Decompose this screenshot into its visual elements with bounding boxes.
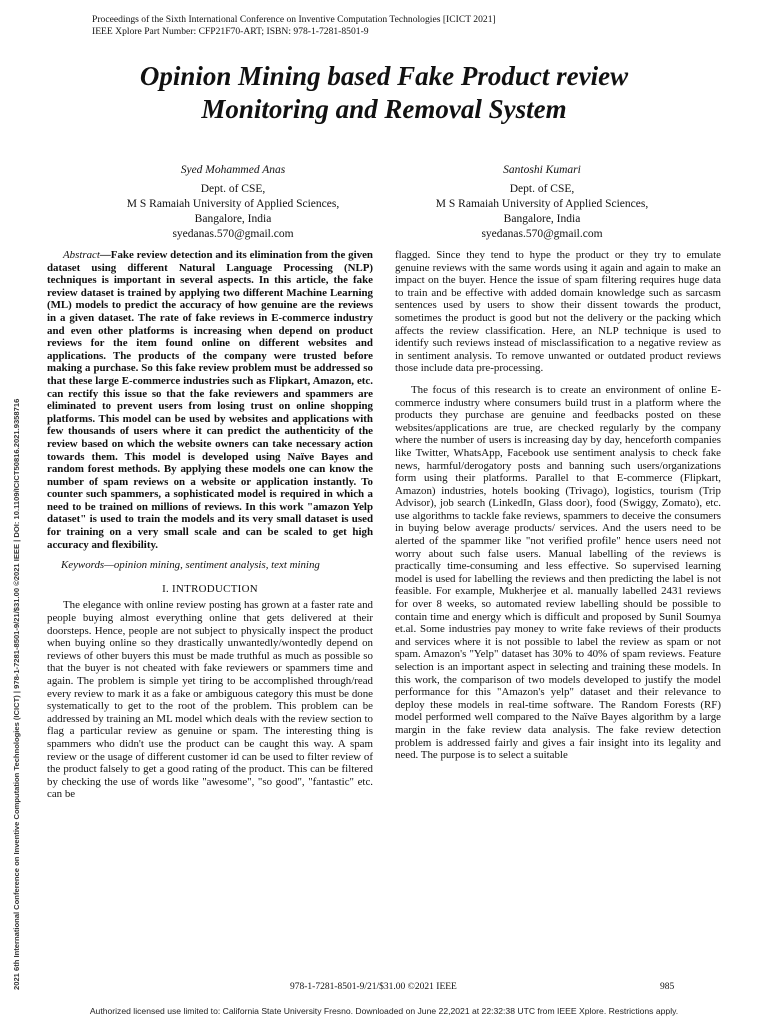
abstract-label: Abstract [63, 249, 100, 261]
header-line-2: IEEE Xplore Part Number: CFP21F70-ART; ISBN: 978-1-7281-8501-9 [92, 26, 369, 37]
page-number: 985 [660, 982, 675, 992]
keywords: Keywords—opinion mining, sentiment analysis, text mining [61, 559, 320, 572]
conference-header [92, 14, 496, 38]
title-line-1: Opinion Mining based Fake Product review [139, 61, 629, 91]
intro-paragraph-continued: flagged. Since they tend to hype the product or they try to emulate genuine reviews with the same words using it again and again to make an impact on the buyer. Hence the issue of spam filtering requires huge data to train and be effective with added domain knowledge such as sarcasm sentences used by users to show their dissent towards the product, sometimes the product is good but not the delivery or the packing which affects the review classification. Here, an NLP technique is used to identify such reviews instead of misclassification to a negative review as in sentiment analysis. To remove unwanted or outdated product reviews those include data pre-processing. [395, 249, 721, 375]
author-name: Santoshi Kumari [503, 164, 581, 176]
section-heading-introduction: I. INTRODUCTION [162, 582, 258, 595]
header-line-1: Proceedings of the Sixth International Conference on Inventive Computation Technologies [ICICT 2021] [92, 14, 496, 25]
author-block-2 [412, 163, 672, 242]
side-margin-identifier [5, 255, 19, 990]
title-line-2: Monitoring and Removal System [201, 94, 567, 124]
left-column [47, 249, 373, 801]
side-doi-text: 2021 6th International Conference on Inventive Computation Technologies (ICICT) | 978-1-7281-8501-9/21/$31.00 ©2021 IEEE | DOI: 10.1109/ICICT50816.2021.9358716 [12, 398, 21, 990]
abstract [47, 249, 373, 551]
intro-paragraph-1: The elegance with online review posting has grown at a faster rate and people buying almost everything online that gets delivered at their doorsteps. Hence, people are not subject to physically inspect the product when buying online so they drastically unwantedly/wontedly depend on reviews of other buyers this must be made truthful as much as possible so that the buyer is not cheated with fake reviewers or spammers time and again. The problem is simple yet tiring to be accomplished through/read every review to mark it as a fake or ambiguous category this must be done systematically to get to the root of the problem. This problem can be addressed by training an ML model which deals with the review section to flag a particular review as genuine or spam. The interesting thing is spammers who didn't use the product can be caught this way. A spam review or the usage of different customer id can be used to filter review of the product falsely to get a good rating of the product. This can be filtered by checking the use of words like "awesome", "so good", "fantastic" etc. can be [47, 599, 373, 801]
intro-paragraph-2: The focus of this research is to create an environment of online E-commerce industry where consumers build trust in a platform where the products they purchase are genuine and feedbacks posted on these websites/applications are true, are checked regularly by the company where the number of users is increasing day by day, henceforth companies like Twitter, WhatsApp, Facebook use sentiment analysis to check fake news, harmful/derogatory posts and banning such users/organizations form using their platforms. Parallel to that E-commerce (Flipkart, Amazon) industries, hotels booking (Trivago), logistics, tourism (Trip Advisor), job search (LinkedIn, Glass door), food (Swiggy, Zomato), etc. use algorithms to tackle fake reviews, spammers to deceive the consumers in buying below average products/ services. And the users need to be alerted of the spammer like "not verified profile" hence users need not worry about such false users. Manual labelling of the reviews is practically time-consuming and less effective. So supervised learning model is used for labelling the reviews and then predicting the label is not feasible. For example, Mukherjee et al. manually labelled 2431 reviews for over 8 weeks, so automated review labelling should be possible to contain time and energy which is difficult and proposed by Sunil Soumya et.al. Some industries pay money to write fake reviews of their products and services where it is not possible to label the review as spam or not spam. Amazon's "Yelp" dataset has 30% to 40% of spam reviews. Feature selection is an important aspect in selecting and training these models. In this work, the comparison of two models developed to justify the model performance for this "Amazon's yelp" dataset and their relevance to deploy these models in real-time software. The Random Forests (RF) model performed well compared to the Naïve Bayes algorithm by a large margin in the fake review data analysis. The fake review detection problem is addressed fairly and gives a fair insight into its legality and need. The purpose is to select a suitable [395, 383, 721, 762]
author-university: M S Ramaiah University of Applied Sciences, [435, 198, 649, 210]
license-notice: Authorized licensed use limited to: California State University Fresno. Downloaded on June 22,2021 at 22:32:38 UTC from IEEE Xplore. Restrictions apply. [89, 1006, 679, 1016]
author-city: Bangalore, India [194, 213, 272, 225]
author-city: Bangalore, India [503, 213, 581, 225]
right-column [395, 249, 721, 762]
author-email: syedanas.570@gmail.com [481, 228, 603, 240]
paper-title [0, 60, 768, 126]
author-dept: Dept. of CSE, [509, 183, 575, 195]
footer-copyright: 978-1-7281-8501-9/21/$31.00 ©2021 IEEE [290, 982, 457, 992]
abstract-text: —Fake review detection and its elimination from the given dataset using different Natural Language Processing (NLP) techniques is important in several aspects. In this article, the fake review dataset is trained by applying two different Machine Learning (ML) models to predict the accuracy of how genuine are the reviews in a given dataset. The rate of fake reviews in E-commerce industry and even other platforms is increasing when depend on product reviews for the item found online on different websites and applications. The products of the company were trusted before making a purchase. So this fake review problem must be addressed so that these large E-commerce industries such as Flipkart, Amazon, etc. can rectify this issue so that the fake reviewers and spammers are eliminated to prevent users from losing trust on online shopping platforms. This model can be used by websites and applications with few thousands of users where it can predict the authenticity of the review based on which the website owners can take necessary action towards them. This model is developed using Naïve Bayes and random forest methods. By applying these models one can know the number of spam reviews on a website or application instantly. To counter such spammers, a sophisticated model is required in which a need to be trained on millions of reviews. In this work "amazon Yelp dataset" is used to train the models and its very small dataset is used for training on a very small scale and can be scaled to get high accuracy and flexibility. [47, 249, 373, 551]
author-email: syedanas.570@gmail.com [172, 228, 294, 240]
author-block-1 [103, 163, 363, 242]
author-dept: Dept. of CSE, [200, 183, 266, 195]
author-name: Syed Mohammed Anas [180, 164, 286, 176]
author-university: M S Ramaiah University of Applied Sciences, [126, 198, 340, 210]
